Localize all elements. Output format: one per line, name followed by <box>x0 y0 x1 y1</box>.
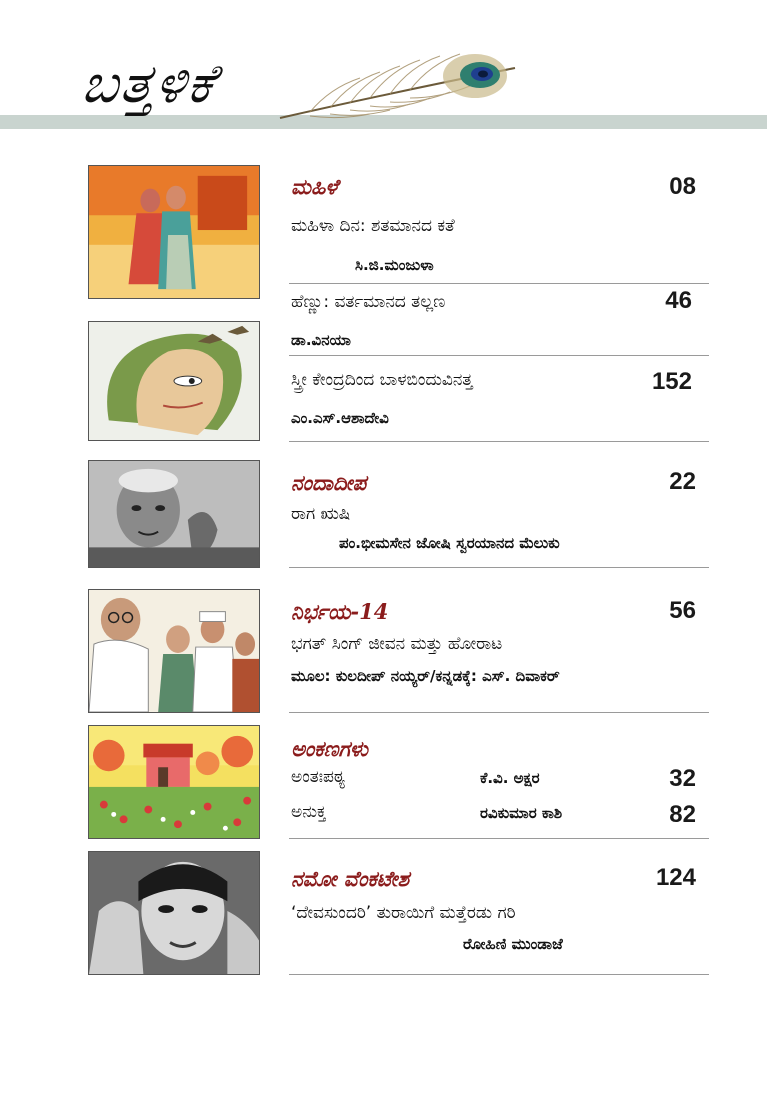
bhimsen-joshi-photo-thumbnail <box>88 460 260 568</box>
article-author: ಡಾ.ವಿನಯಾ <box>291 331 351 349</box>
page-number: 82 <box>669 801 696 828</box>
gandhi-illustration-thumbnail <box>88 589 260 713</box>
masthead-title: ಬತ್ತಳಿಕೆ <box>78 52 220 115</box>
divider <box>289 838 709 839</box>
article-author: ಪಂ.ಭೀಮಸೇನ ಜೋಷಿ ಸ್ವರಯಾನದ ಮೆಲುಕು <box>339 534 560 552</box>
divider <box>289 712 709 713</box>
article-title: ಭಗತ್ ಸಿಂಗ್ ಜೀವನ ಮತ್ತು ಹೋರಾಟ <box>291 634 503 654</box>
page-number: 124 <box>655 864 696 891</box>
article-title: ಮಹಿಳಾ ದಿನ: ಶತಮಾನದ ಕತೆ <box>291 216 455 236</box>
section-title-mahile: ಮಹಿಳೆ <box>291 174 338 199</box>
section-title-nirbhaya: ನಿರ್ಭಯ-14 <box>291 599 389 624</box>
section-title-nandadeepa: ನಂದಾದೀಪ <box>291 470 367 495</box>
actress-photo-thumbnail <box>88 851 260 975</box>
article-author: ರೋಹಿಣಿ ಮುಂಡಾಜೆ <box>463 935 563 953</box>
page-number: 32 <box>669 765 696 792</box>
article-author: ಮೂಲ: ಕುಲದೀಪ್ ನಯ್ಯರ್/ಕನ್ನಡಕ್ಕೆ: ಎಸ್. ದಿವಾಕರ್ <box>291 667 560 685</box>
page-number: 22 <box>669 468 696 495</box>
article-title: ಸ್ತ್ರೀ ಕೇಂದ್ರದಿಂದ ಬಾಳಬಿಂದುವಿನತ್ತ <box>291 370 473 390</box>
village-painting-thumbnail <box>88 725 260 839</box>
article-author: ಎಂ.ಎಸ್.ಆಶಾದೇವಿ <box>291 409 389 427</box>
face-bird-painting-thumbnail <box>88 321 260 441</box>
peacock-feather-icon <box>270 48 520 128</box>
section-title-ankanagalu: ಅಂಕಣಗಳು <box>291 736 368 761</box>
column-author: ರವಿಕುಮಾರ ಕಾಶಿ <box>480 804 563 822</box>
page-number: 56 <box>669 597 696 624</box>
column-author: ಕೆ.ವಿ. ಅಕ್ಷರ <box>480 769 540 787</box>
column-title: ಅನುಕ್ತ <box>291 802 327 822</box>
women-painting-thumbnail <box>88 165 260 299</box>
section-title-namo-venkatesha: ನಮೋ ವೆಂಕಟೇಶ <box>291 866 409 891</box>
article-title: ಹೆಣ್ಣು: ವರ್ತಮಾನದ ತಲ್ಲಣ <box>291 292 446 312</box>
divider <box>289 974 709 975</box>
divider <box>289 567 709 568</box>
page-number: 08 <box>669 173 696 200</box>
column-title: ಅಂತಃಪಠ್ಯ <box>291 767 346 787</box>
article-title: ‘ದೇವಸುಂದರಿ’ ತುರಾಯಿಗೆ ಮತ್ತೆರಡು ಗರಿ <box>291 903 516 923</box>
divider <box>289 441 709 442</box>
page-number: 46 <box>665 287 692 314</box>
article-title: ರಾಗ ಋಷಿ <box>291 504 351 524</box>
article-author: ಸಿ.ಜಿ.ಮಂಜುಳಾ <box>355 256 434 274</box>
divider <box>289 283 709 284</box>
divider <box>289 355 709 356</box>
page-number: 152 <box>651 368 692 395</box>
